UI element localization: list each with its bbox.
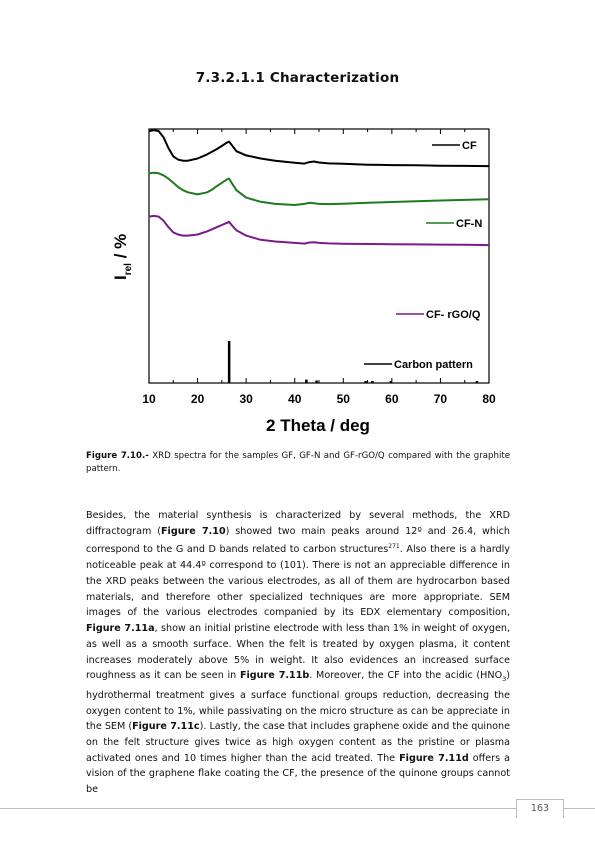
para-text: ). Lastly, the case that includes graphene oxide and the quinone on the felt structure gives twice as high oxygen content as the pristine or plasma activated ones and 10 times higher than the acid treated. The: [86, 721, 511, 764]
figure-caption: [86, 450, 510, 476]
figure-ref: Figure 7.11c: [132, 721, 200, 733]
caption-label: Figure 7.10.-: [86, 451, 149, 461]
chart-series: [149, 130, 489, 383]
para-text: . Moreover, the CF into the acidic (HNO: [309, 670, 503, 682]
series-line-2: [149, 173, 489, 205]
para-text: . Also there is a hardly noticeable peak at 44.4º correspond to (101). There is not an appreciable difference in the XRD peaks between the various electrodes, as all of them are hydrocarbon based materials, and therefore other specialized techniques are more appropriate. SEM images of the various electrodes companied by its EDX elementary composition,: [86, 544, 510, 619]
page-number: 163: [516, 799, 564, 818]
figure-ref: Figure 7.11a: [86, 623, 155, 635]
figure-ref: Figure 7.11b: [239, 670, 310, 682]
series-line-3: [149, 216, 489, 245]
y-axis-label-suffix: / %: [111, 233, 130, 264]
plot-frame: [149, 129, 489, 383]
legend-label-3: CF- rGO/Q: [426, 309, 481, 321]
figure-ref: Figure 7.10: [161, 525, 226, 537]
x-tick-label: 40: [288, 392, 302, 406]
caption-text: XRD spectra for the samples GF, GF-N and GF-rGO/Q compared with the graphite pattern.: [86, 451, 510, 474]
x-tick-label: 20: [190, 392, 205, 406]
x-tick-label: 10: [142, 392, 156, 406]
y-axis-label: [111, 234, 134, 280]
series-line-1: [149, 130, 489, 166]
para-text: ) showed two main peaks around 12º and 26.4, which correspond to the G and D bands related to carbon structures: [86, 525, 510, 556]
legend-label-1: CF: [462, 140, 477, 152]
footer-rule: [0, 808, 595, 809]
x-tick-label: 50: [336, 392, 350, 406]
y-axis-label-sub: rel: [123, 263, 134, 276]
chart-legend: [364, 140, 482, 371]
x-tick-label: 30: [239, 392, 253, 406]
legend-label-2: CF-N: [456, 218, 483, 230]
para-text: Besides, the material synthesis is characterized by several methods, the XRD diffractogram (: [86, 510, 510, 537]
y-axis-label-main: I: [111, 275, 130, 280]
legend-label-4: Carbon pattern: [394, 359, 473, 371]
subscript: 3: [502, 675, 507, 684]
chart-axes: [149, 129, 489, 383]
x-tick-label: 60: [385, 392, 399, 406]
body-paragraph: [86, 508, 510, 798]
para-text: , show an initial pristine electrode with less than 1% in weight of oxygen, as well as a smooth surface. When the felt is treated by oxygen plasma, it content increases moderately above 5% in weight. It also evidences an increased surface roughness as it can be seen in: [86, 623, 510, 682]
para-text: offers a vision of the graphene flake coating the CF, the presence of the quinone groups cannot be: [86, 752, 511, 796]
x-axis-label: 2 Theta / deg: [266, 416, 370, 435]
citation-ref: 271: [388, 543, 400, 551]
x-tick-label: 80: [482, 392, 496, 406]
figure-ref: Figure 7.11d: [399, 752, 469, 764]
para-text: ) hydrothermal treatment gives a surface functional groups reduction, decreasing the oxygen content to 1%, while passivating on the micro structure as can be appreciate in the SEM (: [86, 670, 511, 733]
section-heading: 7.3.2.1.1 Characterization: [195, 70, 400, 86]
x-tick-label: 70: [433, 392, 448, 406]
